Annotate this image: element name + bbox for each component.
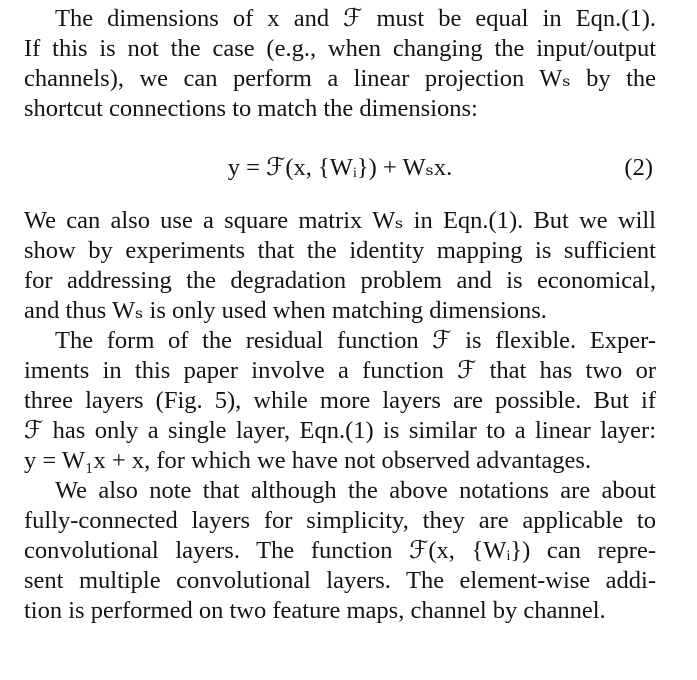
paragraph-1-line-2: If this is not the case (e.g., when changing the input/output bbox=[24, 35, 656, 62]
paragraph-3-line-1: The form of the residual function ℱ is flexible. Exper- bbox=[55, 327, 656, 354]
paragraph-3-line-4: ℱ has only a single layer, Eqn.(1) is similar to a linear layer: bbox=[24, 417, 656, 444]
paragraph-4-line-1: We also note that although the above notations are about bbox=[55, 477, 656, 504]
paper-text-column bbox=[24, 4, 656, 626]
paragraph-4-line-4: sent multiple convolutional layers. The element-wise addi- bbox=[24, 567, 656, 594]
paragraph-4-line-5: tion is performed on two feature maps, channel by channel. bbox=[24, 597, 606, 624]
equation-2-number: (2) bbox=[624, 154, 653, 181]
paragraph-4-line-2: fully-connected layers for simplicity, they are applicable to bbox=[24, 507, 656, 534]
equation-2 bbox=[24, 149, 656, 189]
equation-2-body: y = ℱ(x, {Wᵢ}) + Wₛx. bbox=[227, 154, 453, 181]
paragraph-1-line-1: The dimensions of x and ℱ must be equal in Eqn.(1). bbox=[55, 5, 656, 32]
paragraph-1-line-3: channels), we can perform a linear projection Wₛ by the bbox=[24, 65, 656, 92]
paragraph-3-line-2: iments in this paper involve a function ℱ that has two or bbox=[24, 357, 656, 384]
paragraph-1-line-4: shortcut connections to match the dimensions: bbox=[24, 95, 478, 122]
paragraph-3-line-3: three layers (Fig. 5), while more layers are possible. But if bbox=[24, 387, 656, 414]
paragraph-2-line-3: for addressing the degradation problem and is economical, bbox=[24, 267, 656, 294]
paragraph-4-line-3: convolutional layers. The function ℱ(x, {Wᵢ}) can repre- bbox=[24, 537, 656, 564]
paragraph-2-line-1: We can also use a square matrix Wₛ in Eqn.(1). But we will bbox=[24, 207, 656, 234]
paragraph-2-line-2: show by experiments that the identity mapping is sufficient bbox=[24, 237, 656, 264]
paragraph-3-line-5: y = W₁x + x, for which we have not observed advantages. bbox=[24, 447, 592, 474]
paragraph-2-line-4: and thus Wₛ is only used when matching dimensions. bbox=[24, 297, 547, 324]
